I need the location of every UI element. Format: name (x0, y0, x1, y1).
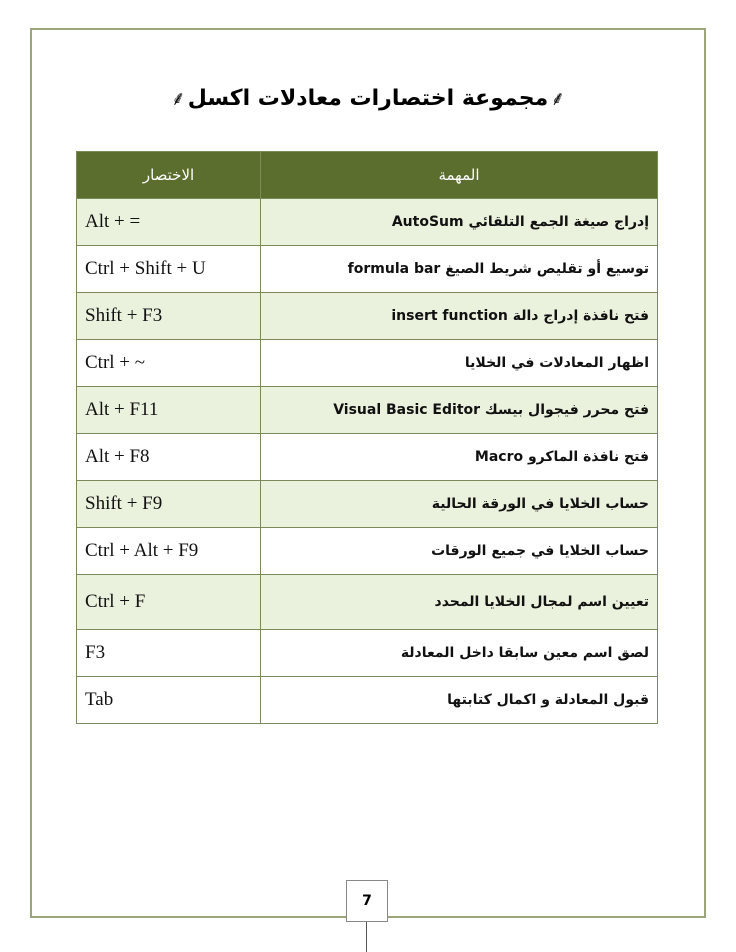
task-cell: قبول المعادلة و اكمال كتابتها (261, 677, 658, 724)
task-cell: لصق اسم معين سابقا داخل المعادلة (261, 630, 658, 677)
task-cell: تعيين اسم لمجال الخلايا المحدد (261, 575, 658, 630)
leaf-ornament-icon: ⸙ (550, 86, 566, 110)
page-title (0, 84, 736, 111)
task-cell: فتح محرر فيجوال بيسك Visual Basic Editor (261, 387, 658, 434)
header-shortcut: الاختصار (77, 152, 261, 199)
page-number-stem (366, 922, 367, 952)
table-header-row (77, 152, 658, 199)
table-row (77, 528, 658, 575)
table-row (77, 293, 658, 340)
table-row (77, 677, 658, 724)
shortcut-cell: F3 (77, 630, 261, 677)
shortcut-cell: Alt + F11 (77, 387, 261, 434)
table-row (77, 630, 658, 677)
shortcut-cell: Ctrl + F (77, 575, 261, 630)
task-cell: إدراج صيغة الجمع التلقائي AutoSum (261, 199, 658, 246)
task-cell: توسيع أو تقليص شريط الصيغ formula bar (261, 246, 658, 293)
table-row (77, 340, 658, 387)
table-row (77, 434, 658, 481)
task-cell: حساب الخلايا في جميع الورقات (261, 528, 658, 575)
shortcut-cell: Ctrl + Alt + F9 (77, 528, 261, 575)
page-number: 7 (346, 880, 388, 922)
shortcuts-table (76, 151, 658, 724)
table-row (77, 246, 658, 293)
header-task: المهمة (261, 152, 658, 199)
table-row (77, 387, 658, 434)
leaf-ornament-icon: ⸙ (170, 86, 186, 110)
shortcut-cell: Ctrl + Shift + U (77, 246, 261, 293)
shortcut-cell: Shift + F9 (77, 481, 261, 528)
table-row (77, 199, 658, 246)
shortcut-cell: Shift + F3 (77, 293, 261, 340)
task-cell: فتح نافذة إدراج دالة insert function (261, 293, 658, 340)
page-title-text: مجموعة اختصارات معادلات اكسل (187, 86, 549, 111)
shortcut-cell: Tab (77, 677, 261, 724)
table-row (77, 575, 658, 630)
shortcut-cell: Ctrl + ~ (77, 340, 261, 387)
shortcut-cell: Alt + F8 (77, 434, 261, 481)
table-row (77, 481, 658, 528)
shortcut-cell: Alt + = (77, 199, 261, 246)
task-cell: حساب الخلايا في الورقة الحالية (261, 481, 658, 528)
task-cell: اظهار المعادلات في الخلايا (261, 340, 658, 387)
task-cell: فتح نافذة الماكرو Macro (261, 434, 658, 481)
